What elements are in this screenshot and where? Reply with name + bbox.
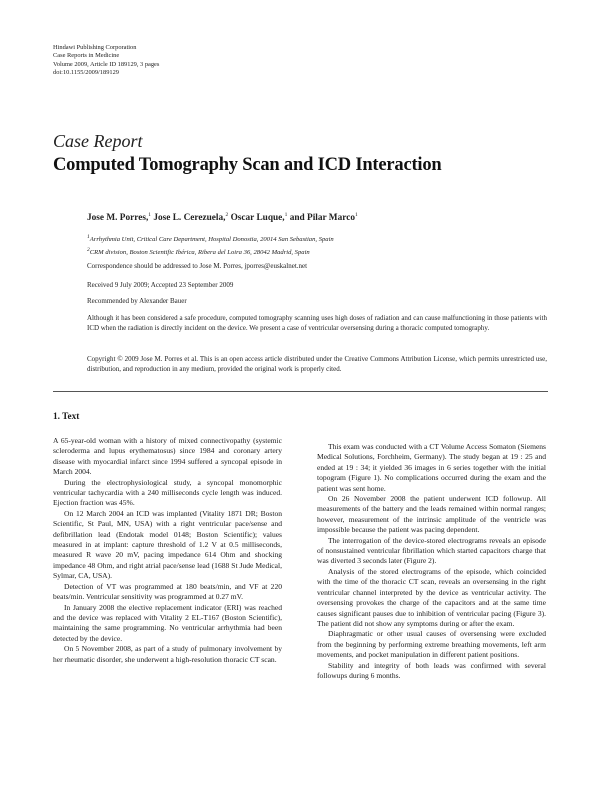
affiliation-list [87, 232, 547, 258]
left-column [53, 412, 282, 665]
paragraph: On 12 March 2004 an ICD was implanted (Vitality 1871 DR; Boston Scientific, St Paul, MN, USA) with a right ventricular pace/sense and defibrillation lead (Endotak model 0148; Boston Scientific); values measured in at implant: capture threshold of 1.2 V at 0.5 milliseconds, measured R wave 20 mV, pacing impedance 614 Ohm and shocking impedance 48 Ohm, and right atrial pace/sense lead (1688 St Jude Medical, Sylmar, CA, USA). [53, 508, 282, 581]
article-type: Case Report [53, 131, 143, 151]
paragraph: During the electrophysiological study, a syncopal monomorphic ventricular tachycardia with a 240 milliseconds cycle length was induced. Ejection fraction was 45%. [53, 477, 282, 508]
section-heading: 1. Text [53, 412, 80, 422]
paragraph: On 26 November 2008 the patient underwent ICD followup. All measurements of the battery and the leads remained within normal ranges; however, measurement of the intrinsic amplitude of the ventricle was impossible because the patient was pacing dependent. [317, 494, 546, 535]
paragraph: In January 2008 the elective replacement indicator (ERI) was reached and the device was replaced with Vitality 2 EL-T167 (Boston Scientific), maintaining the same programming. No ventricular arrhythmia had been detected by the device. [53, 602, 282, 643]
paragraph: This exam was conducted with a CT Volume Access Somaton (Siemens Medical Solutions, Forchheim, Germany). The study began at 19 : 25 and ended at 19 : 34; it yielded 36 images in 6 series together with the initial topogram (Figure 1). No complications occurred during the exam and the patient was sent home. [317, 442, 546, 493]
copyright: Copyright © 2009 Jose M. Porres et al. This is an open access article distributed under the Creative Commons Attribution License, which permits unrestricted use, distribution, and reproduction in any medium, provided the original work is properly cited. [87, 355, 547, 373]
divider [53, 391, 548, 392]
correspondence: Correspondence should be addressed to Jose M. Porres, jporres@euskalnet.net [87, 262, 308, 270]
paragraph: On 5 November 2008, as part of a study of pulmonary involvement by her rheumatic disorder, she underwent a high-resolution thoracic CT scan. [53, 644, 282, 664]
dates: Received 9 July 2009; Accepted 23 September 2009 [87, 281, 234, 289]
affiliation: $^2$CRM division, Boston Scientific Ibérica, Ribera del Loira 36, 28042 Madrid, Spain [87, 247, 310, 257]
article-title: Computed Tomography Scan and ICD Interaction [53, 155, 442, 175]
author: Jose L. Cerezuela,$^2$ [153, 212, 229, 224]
author: Oscar Luque,$^1$ [230, 212, 288, 224]
paragraph: A 65-year-old woman with a history of mixed connectivopathy (systemic scleroderma and lupus erythematosus) since 1984 and coronary artery disease with myocardial infarct since 1994 suffered a syncopal episode in March 2004. [53, 436, 282, 477]
author: and Pilar Marco$^1$ [289, 212, 358, 224]
paragraph: The interrogation of the device-stored electrograms reveals an episode of nonsustained ventricular fibrillation which started capacitors charge that was diverted 3 seconds later (Figure 2). [317, 535, 546, 566]
author-list [87, 209, 547, 224]
paragraph: Diaphragmatic or other usual causes of oversensing were excluded from the beginning by performing extreme breathing movements, left arm movements, and pocket manipulation in different patient positions. [317, 629, 546, 660]
recommended-by: Recommended by Alexander Bauer [87, 297, 187, 305]
affiliation: $^1$Arrhythmia Unit, Critical Care Department, Hospital Donostia, 20014 San Sebastian, Spain [87, 234, 334, 244]
paragraph: Analysis of the stored electrograms of the episode, which coincided with the time of the thoracic CT scan, reveals an oversensing in the right ventricular channel interpreted by the device as ventricular activity. The oversensing provokes the charge of the capacitors and at the same time causes significant pauses due to inhibition of ventricular pacing (Figure 3). The patient did not show any symptoms during or after the exam. [317, 566, 546, 628]
publication-header [53, 44, 159, 77]
right-column [317, 442, 546, 681]
publisher-name: Hindawi Publishing Corporation [53, 44, 137, 51]
paragraph: Detection of VT was programmed at 180 beats/min, and VF at 220 beats/min. Ventricular sensitivity was programmed at 0.27 mV. [53, 581, 282, 602]
paragraph: Stability and integrity of both leads was confirmed with several followups during 6 months. [317, 660, 546, 680]
doi: doi:10.1155/2009/189129 [53, 68, 119, 76]
abstract: Although it has been considered a safe procedure, computed tomography scanning uses high doses of radiation and can cause malfunctioning in those patients with ICD when the radiation is directly incident on the device. We present a case of ventricular oversensing during a thoracic computed tomography. [87, 314, 547, 332]
volume-info: Volume 2009, Article ID 189129, 3 pages [53, 60, 160, 68]
author: Jose M. Porres,$^1$ [87, 212, 152, 224]
journal-name: Case Reports in Medicine [53, 52, 120, 60]
